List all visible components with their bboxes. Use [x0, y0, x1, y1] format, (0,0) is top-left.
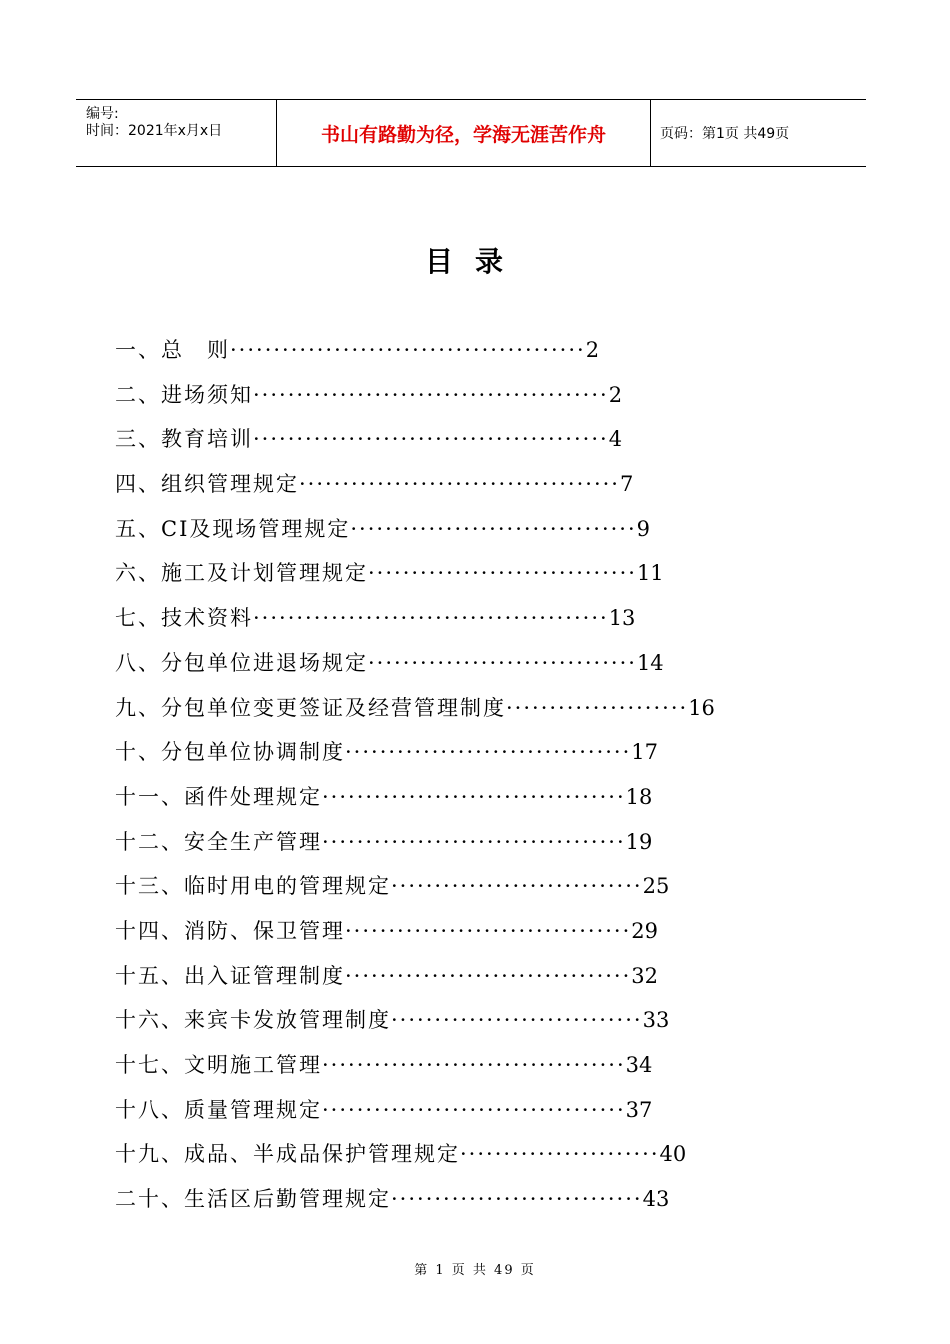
toc-label: 七、技术资料	[115, 606, 253, 631]
toc-item[interactable]	[115, 691, 835, 736]
toc-leader: ·······························	[368, 650, 637, 675]
date-text: 时间：2021年x月x日	[86, 123, 223, 139]
toc-label: 八、分包单位进退场规定	[115, 650, 368, 675]
document-title: 目录	[424, 245, 525, 278]
toc-item[interactable]	[115, 1182, 835, 1227]
toc-label: 十、分包单位协调制度	[115, 740, 345, 765]
toc-label: 九、分包单位变更签证及经营管理制度	[115, 695, 506, 720]
toc-label: 二、进场须知	[115, 382, 253, 407]
toc-item[interactable]	[115, 1048, 835, 1093]
toc-item[interactable]	[115, 422, 835, 467]
toc-label: 一、总 则	[115, 338, 230, 362]
toc-label: 五、CI及现场管理规定	[115, 516, 351, 541]
toc-item[interactable]	[115, 1137, 835, 1182]
toc-leader: ·····························	[391, 1008, 643, 1033]
toc-item[interactable]	[115, 735, 835, 780]
toc-page: 14	[636, 650, 664, 675]
toc-item[interactable]	[115, 1093, 835, 1138]
toc-page: 32	[631, 963, 659, 988]
header-meta	[76, 100, 277, 166]
toc-leader: ·········································	[230, 338, 586, 362]
toc-item[interactable]	[115, 601, 835, 646]
toc-label: 十五、出入证管理制度	[115, 963, 345, 988]
table-of-contents	[115, 333, 835, 1227]
page-footer: 第 1 页 共 49 页	[414, 1263, 536, 1278]
toc-page: 16	[688, 695, 715, 720]
toc-label: 十四、消防、保卫管理	[115, 918, 345, 943]
toc-label: 十八、质量管理规定	[115, 1097, 322, 1122]
header-page-info: 页码：第1页 共49页	[660, 126, 790, 142]
toc-page: 29	[631, 918, 659, 943]
toc-leader: ·····································	[299, 472, 620, 497]
toc-label: 十一、函件处理规定	[115, 784, 322, 809]
toc-label: 三、教育培训	[115, 427, 253, 452]
toc-page: 13	[608, 606, 636, 631]
toc-item[interactable]	[115, 825, 835, 870]
toc-item[interactable]	[115, 333, 835, 378]
toc-page: 33	[642, 1008, 670, 1033]
toc-label: 二十、生活区后勤管理规定	[115, 1187, 391, 1212]
toc-leader: ···································	[322, 829, 626, 854]
toc-page: 4	[608, 427, 623, 452]
toc-page: 2	[585, 338, 600, 362]
toc-leader: ·········································	[253, 382, 609, 407]
toc-page: 2	[608, 382, 623, 407]
page-header	[76, 99, 866, 167]
toc-leader: ···································	[322, 1097, 626, 1122]
toc-label: 十七、文明施工管理	[115, 1053, 322, 1077]
toc-item[interactable]	[115, 512, 835, 557]
toc-leader: ·································	[345, 918, 632, 943]
toc-page: 11	[636, 561, 664, 586]
toc-leader: ·································	[345, 963, 632, 988]
code-label: 编号:	[86, 106, 119, 122]
toc-page: 9	[636, 516, 651, 541]
toc-item[interactable]	[115, 467, 835, 512]
toc-label: 十九、成品、半成品保护管理规定	[115, 1142, 460, 1167]
toc-leader: ·································	[345, 740, 632, 765]
toc-item[interactable]	[115, 556, 835, 601]
header-motto: 书山有路勤为径，学海无涯苦作舟	[277, 100, 651, 166]
toc-item[interactable]	[115, 959, 835, 1004]
toc-item[interactable]	[115, 646, 835, 691]
toc-page: 19	[625, 829, 653, 854]
toc-leader: ·········································	[253, 606, 609, 631]
toc-label: 十二、安全生产管理	[115, 829, 322, 854]
toc-page: 37	[625, 1097, 653, 1122]
toc-page: 25	[642, 874, 670, 899]
toc-item[interactable]	[115, 780, 835, 825]
toc-page: 43	[642, 1187, 670, 1212]
toc-page: 7	[620, 472, 634, 497]
toc-page: 18	[625, 784, 653, 809]
toc-item[interactable]	[115, 914, 835, 959]
toc-page: 17	[631, 740, 659, 765]
toc-leader: ·································	[350, 516, 637, 541]
toc-page: 40	[659, 1142, 687, 1167]
toc-item[interactable]	[115, 869, 835, 914]
toc-page: 34	[625, 1053, 653, 1077]
toc-leader: ·····························	[391, 874, 643, 899]
toc-leader: ···································	[322, 784, 626, 809]
toc-leader: ·······················	[460, 1142, 660, 1167]
toc-leader: ·······························	[368, 561, 637, 586]
toc-leader: ·········································	[253, 427, 609, 452]
toc-label: 十三、临时用电的管理规定	[115, 874, 391, 899]
toc-item[interactable]	[115, 1003, 835, 1048]
toc-label: 四、组织管理规定	[115, 472, 299, 497]
toc-item[interactable]	[115, 378, 835, 423]
toc-label: 六、施工及计划管理规定	[115, 561, 368, 586]
toc-label: 十六、来宾卡发放管理制度	[115, 1008, 391, 1033]
toc-leader: ·····················	[506, 695, 689, 720]
toc-leader: ···································	[322, 1053, 626, 1077]
toc-leader: ·····························	[391, 1187, 643, 1212]
